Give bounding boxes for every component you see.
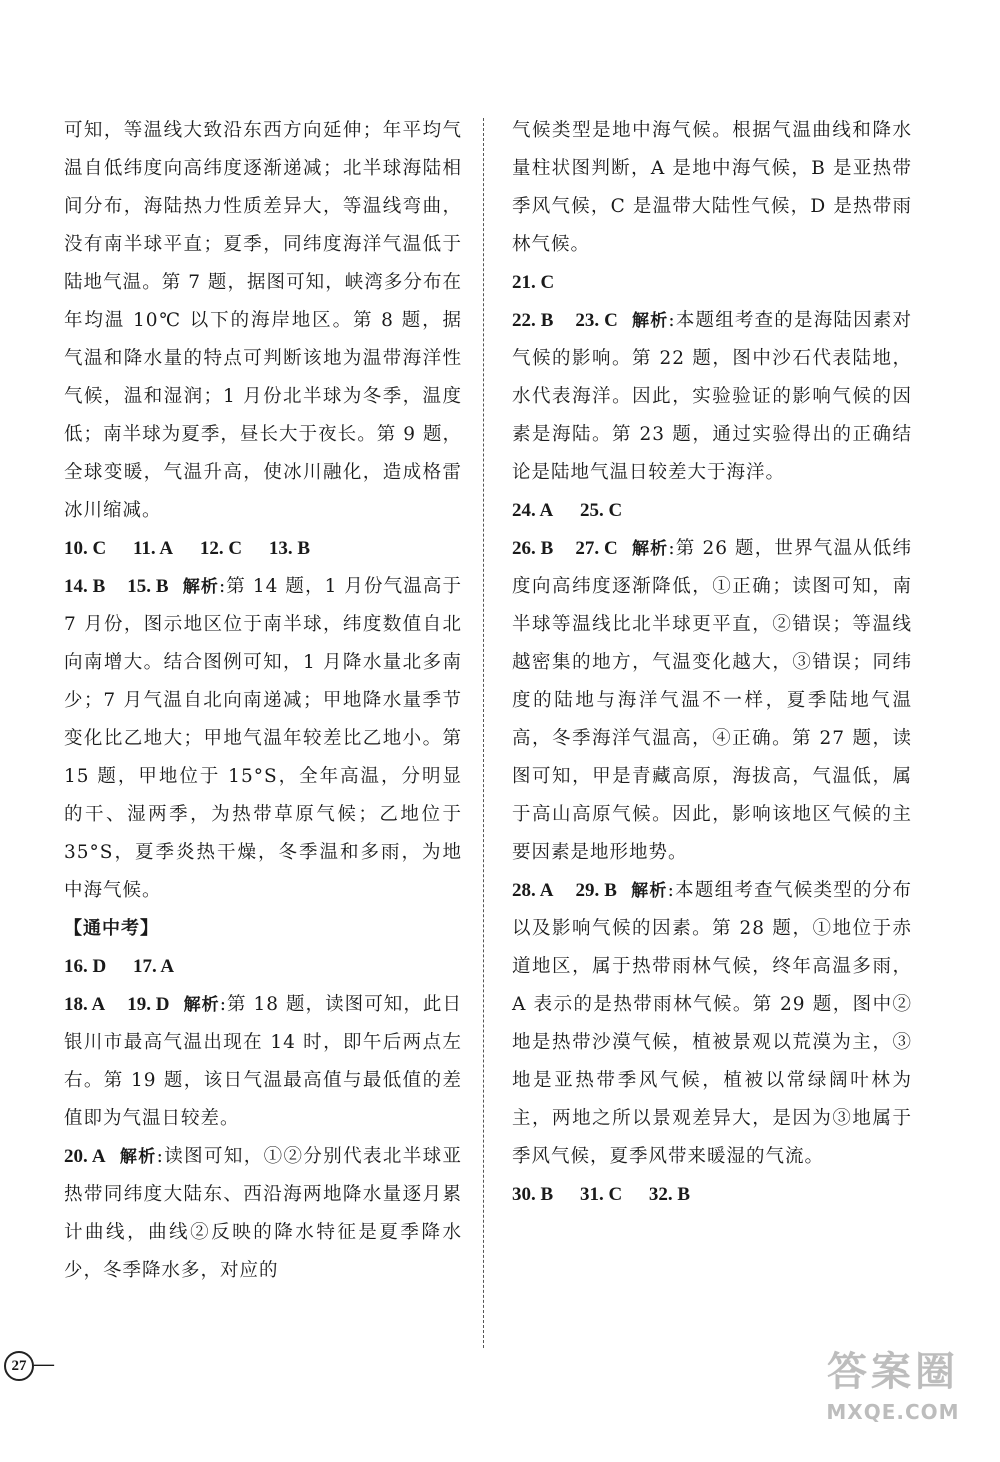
answer-18: 18. A (64, 994, 106, 1015)
question-18-19 (64, 986, 462, 1138)
analysis-text: :本题组考查气候类型的分布以及影响气候的因素。第 28 题，①地位于赤道地区，属于热带雨林气候，终年高温多雨，A 表示的是热带雨林气候。第 29 题，图中②地是热带沙漠气候，植被景观以荒漠为主，③地是亚热带季风气候，植被以常绿阔叶林为主，两地之所以景观差异大，是因为③地属于季风气候，夏季风带来暖湿的气流。 (512, 880, 912, 1167)
analysis-label: 解析 (119, 1147, 157, 1167)
answer-15: 15. B (127, 576, 169, 597)
watermark-url: MXQE.COM (826, 1400, 960, 1424)
answer-31: 31. C (579, 1184, 623, 1205)
analysis-text: :本题组考查的是海陆因素对气候的影响。第 22 题，图中沙石代表陆地，水代表海洋。因此，实验验证的影响气候的因素是海陆。第 23 题，通过实验得出的正确结论是陆地气温日较差大于海洋。 (512, 310, 912, 483)
column-divider (483, 118, 484, 1348)
paragraph-continuation: 气候类型是地中海气候。根据气温曲线和降水量柱状图判断，A 是地中海气候，B 是亚热带季风气候，C 是温带大陆性气候，D 是热带雨林气候。 (512, 120, 912, 255)
answer-27: 27. C (575, 538, 618, 559)
answer-14: 14. B (64, 576, 106, 597)
answer-21: 21. C (512, 272, 555, 293)
answer-20: 20. A (64, 1146, 106, 1167)
analysis-label: 解析 (630, 881, 668, 901)
answer-22: 22. B (512, 310, 554, 331)
answer-23: 23. C (575, 310, 618, 331)
answer-29: 29. B (575, 880, 617, 901)
answer-28: 28. A (512, 880, 554, 901)
paragraph-continuation: 可知，等温线大致沿东西方向延伸；年平均气温自低纬度向高纬度逐渐递减；北半球海陆相间分布，海陆热力性质差异大，等温线弯曲，没有南半球平直；夏季，同纬度海洋气温低于陆地气温。第 7 题，据图可知，峡湾多分布在年均温 10℃ 以下的海岸地区。第 8 题，据气温和降水量的特点可判断该地为温带海洋性气候，温和湿润；1 月份北半球为冬季，温度低；南半球为夏季，昼长大于夜长。第 9 题，全球变暖，气温升高，使冰川融化，造成格雷冰川缩减。 (64, 120, 462, 521)
page-number: 27 — (4, 1351, 54, 1381)
question-26-27 (512, 530, 912, 872)
answer-24: 24. A (512, 500, 554, 521)
question-14-15 (64, 568, 462, 910)
answer-line-24-25 (512, 492, 912, 530)
question-28-29 (512, 872, 912, 1176)
answer-19: 19. D (127, 994, 170, 1015)
question-20 (64, 1138, 462, 1290)
answer-13: 13. B (268, 538, 311, 559)
answer-17: 17. A (132, 956, 175, 977)
analysis-text: :第 14 题，1 月份气温高于 7 月份，图示地区位于南半球，纬度数值自北向南增大。结合图例可知，1 月降水量北多南少；7 月气温自北向南递减；甲地降水量季节变化比乙地大；甲地气温年较差比乙地小。第 15 题，甲地位于 15°S，全年高温，分明显的干、湿两季，为热带草原气候；乙地位于 35°S，夏季炎热干燥，冬季温和多雨，为地中海气候。 (64, 576, 462, 901)
watermark (798, 1344, 988, 1454)
answer-line-16-17 (64, 948, 462, 986)
analysis-label: 解析 (631, 311, 669, 331)
answer-16: 16. D (64, 956, 107, 977)
answer-line-10-13 (64, 530, 462, 568)
answer-line-30-32 (512, 1176, 912, 1214)
right-column (512, 112, 912, 1214)
analysis-label: 解析 (183, 995, 220, 1015)
answer-25: 25. C (579, 500, 623, 521)
analysis-label: 解析 (182, 577, 219, 597)
question-22-23 (512, 302, 912, 492)
watermark-logo-text: 答案圈 (827, 1349, 959, 1395)
answer-10: 10. C (64, 538, 107, 559)
analysis-text: :第 18 题，读图可知，此日银川市最高气温出现在 14 时，即午后两点左右。第 19 题，该日气温最高值与最低值的差值即为气温日较差。 (64, 994, 462, 1129)
analysis-text: :读图可知，①②分别代表北半球亚热带同纬度大陆东、西沿海两地降水量逐月累计曲线，曲线②反映的降水特征是夏季降水少，冬季降水多，对应的 (64, 1146, 462, 1281)
answer-32: 32. B (648, 1184, 691, 1205)
answer-30: 30. B (512, 1184, 554, 1205)
left-column (64, 112, 462, 1290)
section-title: 【通中考】 (64, 918, 159, 939)
analysis-text: :第 26 题，世界气温从低纬度向高纬度逐渐降低，①正确；读图可知，南半球等温线比北半球更平直，②错误；等温线越密集的地方，气温变化越大，③错误；同纬度的陆地与海洋气温不一样，夏季陆地气温高，冬季海洋气温高，④正确。第 27 题，读图可知，甲是青藏高原，海拔高，气温低，属于高山高原气候。因此，影响该地区气候的主要因素是地形地势。 (512, 538, 912, 863)
analysis-label: 解析 (631, 539, 669, 559)
answer-26: 26. B (512, 538, 554, 559)
answer-11: 11. A (132, 538, 174, 559)
page-number-circle: 27 (4, 1351, 34, 1381)
answer-12: 12. C (199, 538, 243, 559)
